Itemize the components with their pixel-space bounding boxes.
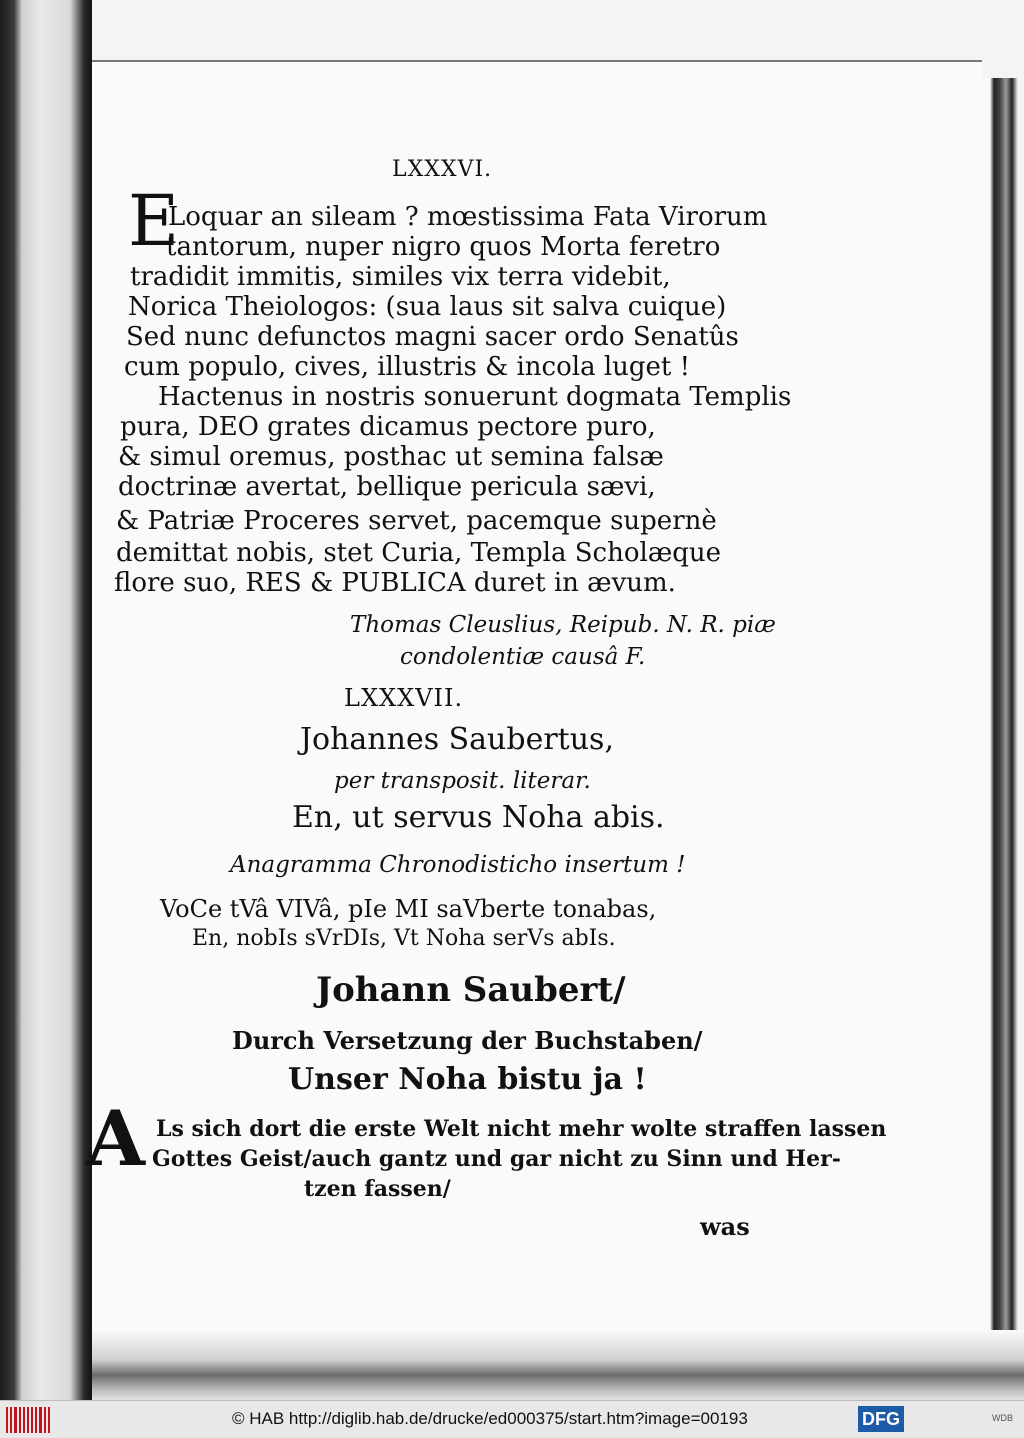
heading-lxxxvii: LXXXVII. <box>344 684 464 712</box>
dfg-logo: DFG <box>858 1406 904 1432</box>
poem-line: tantorum, nuper nigro quos Morta feretro <box>166 232 721 262</box>
poem-line: & simul oremus, posthac ut semina falsæ <box>118 442 664 472</box>
book-spine <box>0 0 92 1400</box>
poem-line: & Patriæ Proceres servet, pacemque supernè <box>116 506 717 536</box>
poem-line: pura, DEO grates dicamus pectore puro, <box>120 412 656 442</box>
poem-line: demittat nobis, stet Curia, Templa Scholæque <box>116 538 722 568</box>
german-poem-line: tzen fassen/ <box>304 1176 451 1202</box>
footer-bar <box>0 1400 1024 1438</box>
poem-line: cum populo, cives, illustris & incola luget ! <box>124 352 691 382</box>
footer-credit-link[interactable]: © HAB http://diglib.hab.de/drucke/ed000375/start.htm?image=00193 <box>232 1409 748 1428</box>
page-edge <box>960 78 1018 1358</box>
heading-lxxxvi: LXXXVI. <box>392 157 493 182</box>
wdb-label: WDB <box>992 1413 1013 1423</box>
german-anagram: Unser Noha bistu ja ! <box>288 1062 647 1097</box>
german-title: Johann Saubert/ <box>316 970 626 1010</box>
page-bottom-edge <box>92 1330 1024 1400</box>
name-latin: Johannes Saubertus, <box>300 722 614 757</box>
poem-line: flore suo, RES & PUBLICA duret in ævum. <box>114 568 676 598</box>
german-poem-line: Ls sich dort die erste Welt nicht mehr wolte straffen lassen <box>156 1116 887 1142</box>
signature-line: condolentiæ causâ F. <box>400 644 646 670</box>
drop-initial-a: A <box>86 1094 145 1183</box>
anagram-latin: En, ut servus Noha abis. <box>292 800 665 835</box>
german-subtitle: Durch Versetzung der Buchstaben/ <box>232 1026 703 1055</box>
poem-line: tradidit immitis, similes vix terra videbit, <box>130 262 671 292</box>
chronodistich-line: En, nobIs sVrDIs, Vt Noha serVs abIs. <box>192 926 616 951</box>
poem-line: Sed nunc defunctos magni sacer ordo Senatûs <box>126 322 739 352</box>
chronodistich-line: VoCe tVâ VIVâ, pIe MI saVberte tonabas, <box>160 895 657 923</box>
catchword: was <box>700 1212 750 1241</box>
poem-line: Loquar an sileam ? mœstissima Fata Virorum <box>168 202 768 232</box>
poem-line: doctrinæ avertat, bellique pericula sævi, <box>118 472 656 502</box>
poem-line: Norica Theiologos: (sua laus sit salva cuique) <box>128 292 727 322</box>
signature-line: Thomas Cleuslius, Reipub. N. R. piæ <box>350 612 776 638</box>
barcode-logo-icon <box>6 1407 50 1433</box>
transposit-note: per transposit. literar. <box>334 768 591 794</box>
drop-initial-e: E <box>128 180 180 262</box>
poem-line: Hactenus in nostris sonuerunt dogmata Templis <box>158 382 792 412</box>
german-poem-line: Gottes Geist/auch gantz und gar nicht zu Sinn und Her- <box>152 1146 841 1172</box>
anagram-caption: Anagramma Chronodisticho insertum ! <box>230 852 686 878</box>
